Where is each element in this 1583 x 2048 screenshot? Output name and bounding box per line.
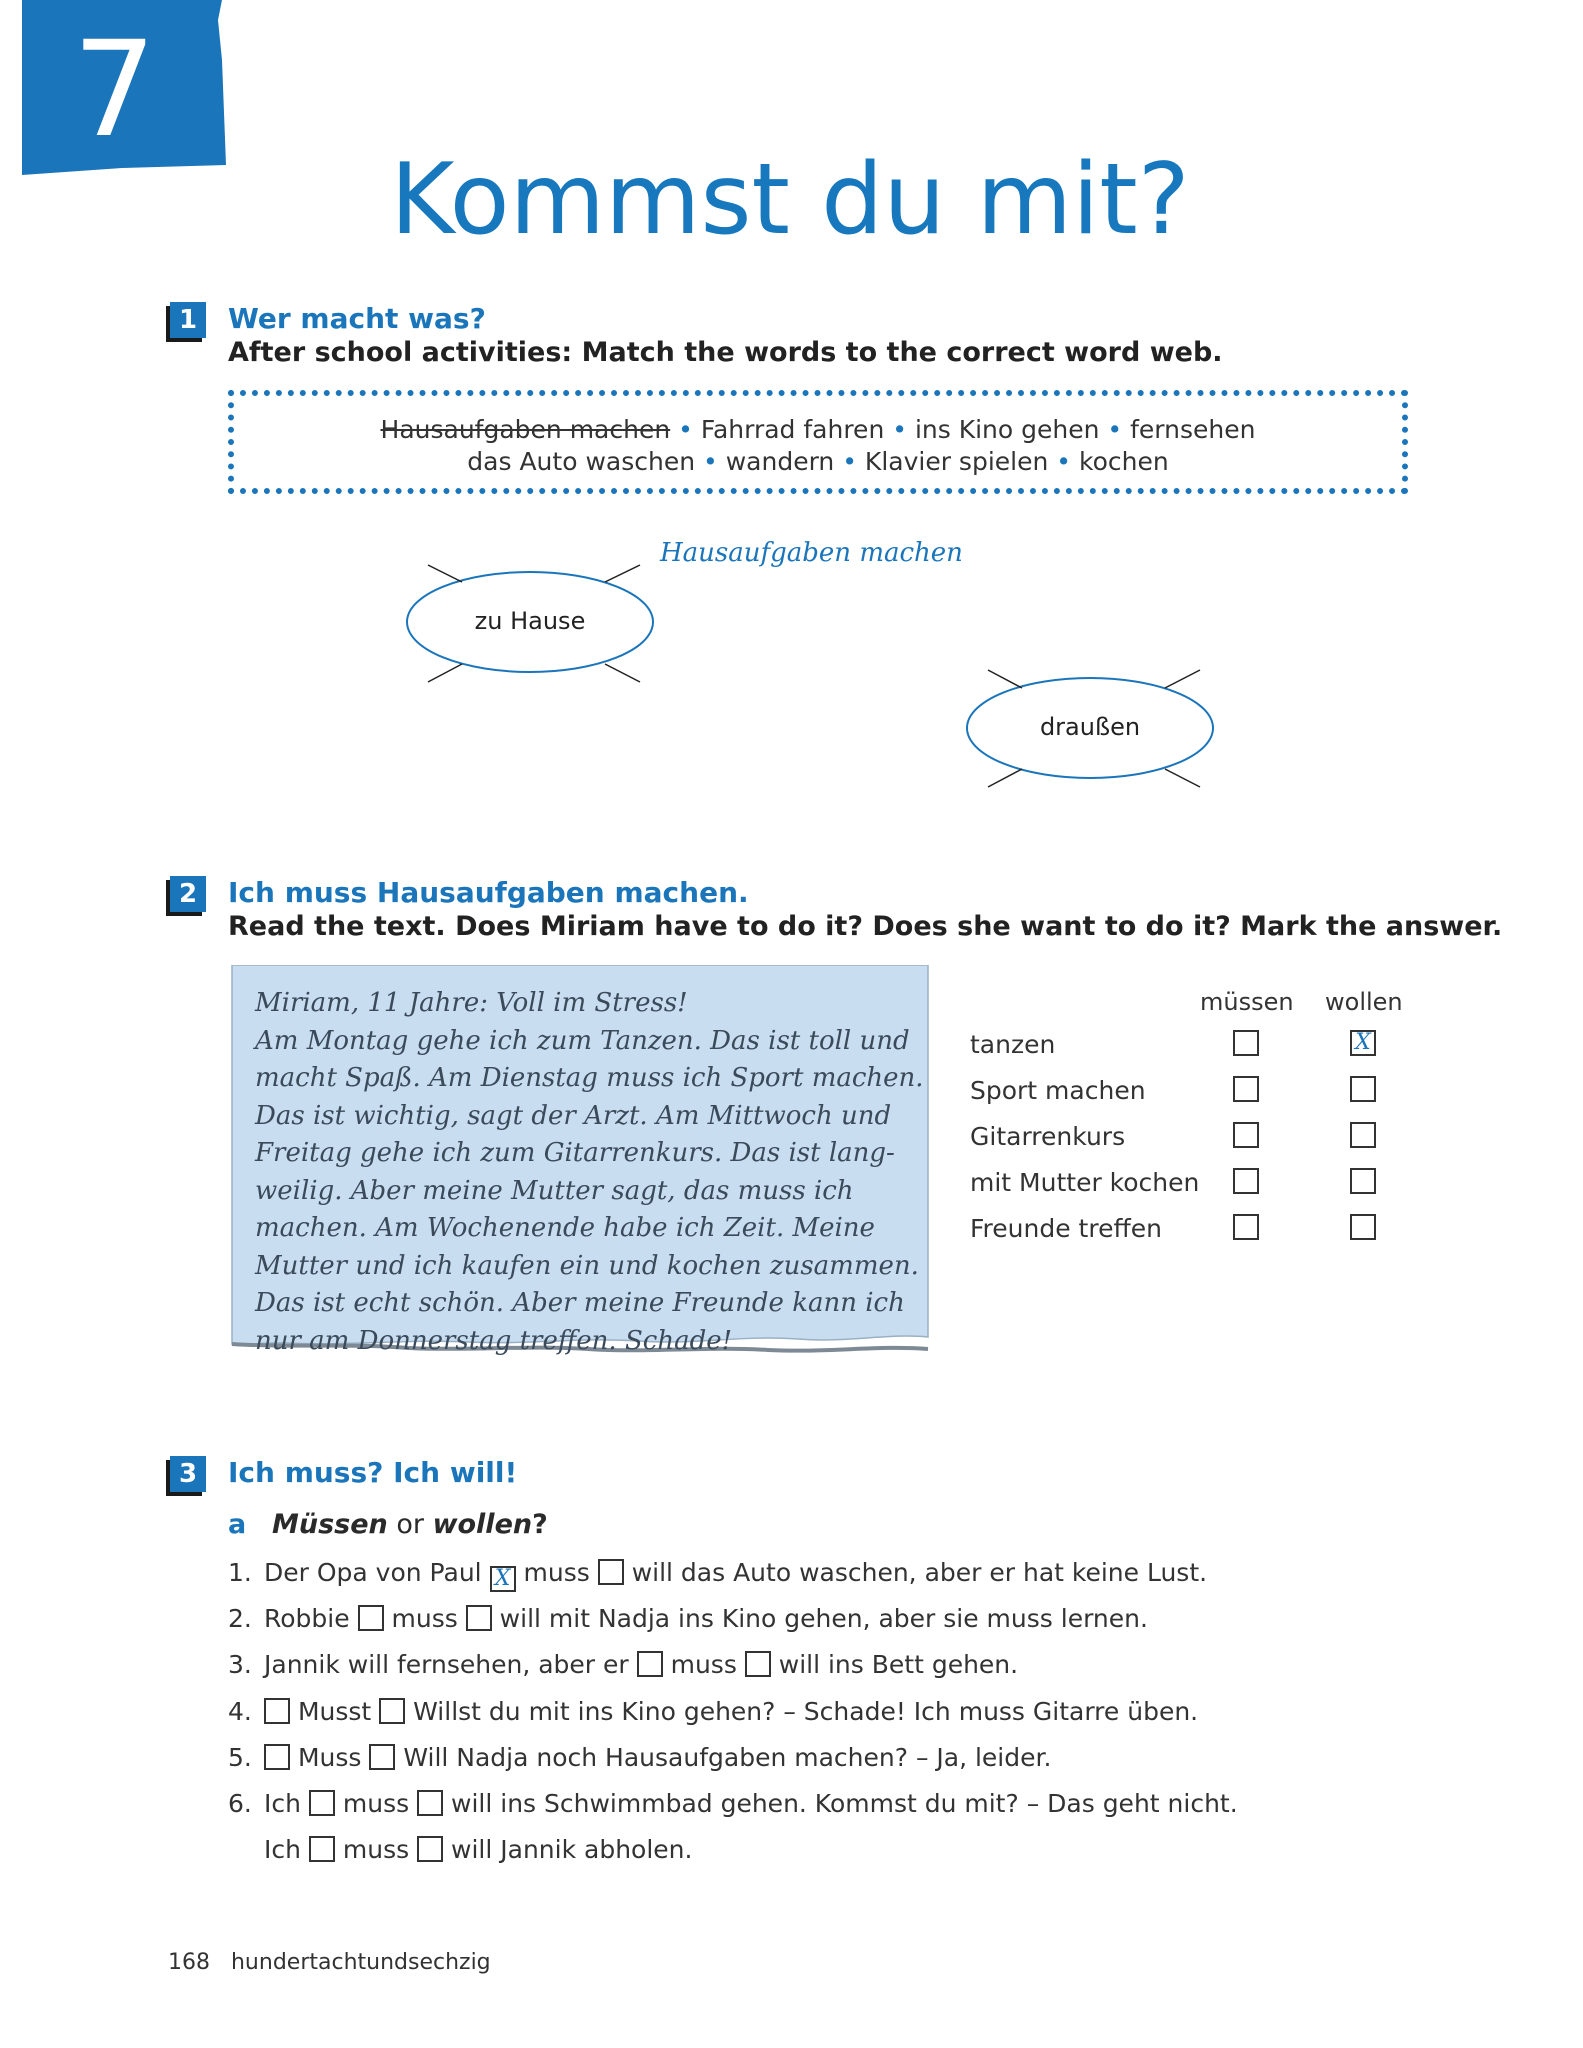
note-text — [255, 985, 924, 1360]
note-line: nur am Donnerstag treffen. Schade! — [255, 1325, 733, 1356]
checkbox-muss[interactable]: X — [490, 1566, 516, 1592]
sentence-number: 6. — [228, 1789, 252, 1818]
word-box — [228, 390, 1408, 494]
checkbox-will[interactable] — [417, 1790, 443, 1816]
page-number: 168 — [168, 1950, 210, 1975]
bullet-icon: • — [892, 415, 907, 444]
option-will-rest: Willst du mit ins Kino gehen? – Schade! Ich muss Gitarre üben. — [413, 1697, 1199, 1726]
note-line: macht Spaß. Am Dienstag muss ich Sport machen. — [255, 1063, 924, 1093]
exercise-1-number: 1 — [170, 302, 206, 338]
option-muss: muss — [391, 1604, 458, 1633]
note-line: Am Montag gehe ich zum Tanzen. Das ist toll und — [255, 1025, 910, 1056]
word-webs — [400, 540, 1280, 800]
checkbox-will[interactable] — [745, 1651, 771, 1677]
note-line: weilig. Aber meine Mutter sagt, das muss ich — [255, 1175, 854, 1206]
sub-word-muessen: Müssen — [271, 1509, 388, 1540]
word-item: kochen — [1078, 447, 1169, 476]
checkbox-wollen[interactable] — [1350, 1168, 1376, 1194]
note-line: machen. Am Wochenende habe ich Zeit. Meine — [255, 1213, 875, 1243]
grid-row-label: Freunde treffen — [970, 1214, 1162, 1243]
option-will-rest: will das Auto waschen, aber er hat keine Lust. — [631, 1558, 1208, 1587]
bullet-icon: • — [1107, 415, 1123, 444]
sub-question-mark: ? — [532, 1509, 548, 1540]
bullet-icon: • — [1056, 447, 1072, 476]
column-header-muessen: müssen — [1200, 988, 1294, 1016]
sub-word-wollen: wollen — [432, 1509, 533, 1540]
checkbox-muss[interactable] — [358, 1605, 384, 1631]
word-item: wandern — [725, 447, 835, 476]
sentence-1 — [228, 1558, 1428, 1592]
option-will-rest: Will Nadja noch Hausaufgaben machen? – Ja, leider. — [403, 1743, 1052, 1772]
checkbox-muss[interactable] — [309, 1836, 335, 1862]
sentence-number: 1. — [228, 1558, 252, 1587]
checkbox-wollen[interactable]: X — [1350, 1030, 1376, 1056]
option-muss: muss — [342, 1835, 410, 1864]
option-will-rest: will ins Bett gehen. — [778, 1650, 1019, 1679]
word-item: fernsehen — [1130, 415, 1256, 444]
option-will-rest: will Jannik abholen. — [451, 1835, 693, 1864]
sentence-number: 5. — [228, 1743, 252, 1772]
checkbox-muessen[interactable] — [1233, 1214, 1259, 1240]
grid-row-label: tanzen — [970, 1030, 1056, 1059]
column-header-wollen: wollen — [1325, 988, 1403, 1016]
checkbox-muessen[interactable] — [1233, 1076, 1259, 1102]
bullet-icon: • — [678, 415, 693, 444]
checkbox-wollen[interactable] — [1350, 1122, 1376, 1148]
option-muss: muss — [670, 1650, 737, 1679]
note-line: Freitag gehe ich zum Gitarrenkurs. Das ist lang- — [255, 1138, 895, 1168]
bullet-icon: • — [703, 447, 718, 476]
grid-row-label: Sport machen — [970, 1076, 1146, 1105]
option-will-rest: will ins Schwimmbad gehen. Kommst du mit? – Das geht nicht. — [451, 1789, 1238, 1818]
note-line: Das ist wichtig, sagt der Arzt. Am Mittwoch und — [255, 1100, 892, 1131]
bullet-icon: • — [842, 447, 857, 476]
sentence-5 — [228, 1743, 1428, 1773]
checkbox-muss[interactable] — [264, 1744, 290, 1770]
word-web-1-answer: Hausaufgaben machen — [660, 538, 963, 568]
exercise-3-title: Ich muss? Ich will! — [228, 1456, 518, 1489]
sub-or: or — [396, 1509, 424, 1540]
checkbox-muss[interactable] — [264, 1698, 290, 1724]
sentence-number: 3. — [228, 1650, 252, 1679]
grid-row-label: Gitarrenkurs — [970, 1122, 1126, 1151]
word-web-1-label: zu Hause — [474, 607, 586, 635]
word-box-line-1 — [234, 414, 1402, 446]
word-box-line-2 — [234, 446, 1402, 478]
checkbox-wollen[interactable] — [1350, 1214, 1376, 1240]
note-line: Das ist echt schön. Aber meine Freunde kann ich — [255, 1288, 905, 1318]
note-line: Mutter und ich kaufen ein und kochen zusammen. — [255, 1250, 919, 1281]
checkbox-wollen[interactable] — [1350, 1076, 1376, 1102]
sentence-3 — [228, 1650, 1428, 1680]
exercise-3-number: 3 — [170, 1456, 206, 1492]
word-item: Klavier spielen — [864, 447, 1049, 476]
exercise-1-title: Wer macht was? — [228, 302, 486, 335]
sentence-number: 4. — [228, 1697, 252, 1726]
word-web-2-label: draußen — [1039, 713, 1141, 741]
checkbox-muessen[interactable] — [1233, 1122, 1259, 1148]
chapter-number: 7 — [72, 13, 157, 167]
sub-letter: a — [228, 1509, 247, 1540]
word-struck: Hausaufgaben machen — [380, 415, 671, 444]
sentence-4 — [228, 1697, 1428, 1727]
exercise-2-number: 2 — [170, 876, 206, 912]
word-item: ins Kino gehen — [914, 415, 1100, 444]
option-muss: muss — [342, 1789, 410, 1818]
option-will-rest: will mit Nadja ins Kino gehen, aber sie muss lernen. — [499, 1604, 1148, 1633]
option-muss: Muss — [297, 1743, 362, 1772]
checkbox-muss[interactable] — [309, 1790, 335, 1816]
sentence-start: Der Opa von Paul — [264, 1558, 482, 1587]
page-title: Kommst du mit? — [390, 143, 1190, 257]
checkbox-will[interactable] — [417, 1836, 443, 1862]
sentence-6 — [228, 1789, 1428, 1819]
option-muss: Musst — [297, 1697, 372, 1726]
word-item: Fahrrad fahren — [700, 415, 885, 444]
checkbox-muessen[interactable] — [1233, 1030, 1259, 1056]
sentence-7 — [228, 1835, 1428, 1865]
word-item: das Auto waschen — [467, 447, 696, 476]
exercise-2-instruction: Read the text. Does Miriam have to do it? Does she want to do it? Mark the answer. — [228, 911, 1503, 942]
checkbox-will[interactable] — [369, 1744, 395, 1770]
sentence-start: Robbie — [264, 1604, 350, 1633]
sentence-start: Jannik will fernsehen, aber er — [264, 1650, 629, 1679]
grid-row-label: mit Mutter kochen — [970, 1168, 1200, 1197]
sentence-start: Ich — [264, 1835, 301, 1864]
note-line: Miriam, 11 Jahre: Voll im Stress! — [255, 988, 688, 1018]
checkbox-will[interactable] — [379, 1698, 405, 1724]
checkbox-muss[interactable] — [637, 1651, 663, 1677]
checkbox-will[interactable] — [466, 1605, 492, 1631]
sentence-number: 2. — [228, 1604, 252, 1633]
page-footer — [168, 1950, 491, 1975]
option-muss: muss — [523, 1558, 590, 1587]
exercise-3a-heading — [228, 1508, 548, 1542]
exercise-2-title: Ich muss Hausaufgaben machen. — [228, 876, 749, 909]
sentence-start: Ich — [264, 1789, 301, 1818]
sentence-2 — [228, 1604, 1428, 1634]
exercise-1-instruction: After school activities: Match the words to the correct word web. — [228, 337, 1223, 368]
checkbox-will[interactable] — [598, 1559, 624, 1585]
page-number-word: hundertachtundsechzig — [230, 1950, 491, 1975]
checkbox-muessen[interactable] — [1233, 1168, 1259, 1194]
